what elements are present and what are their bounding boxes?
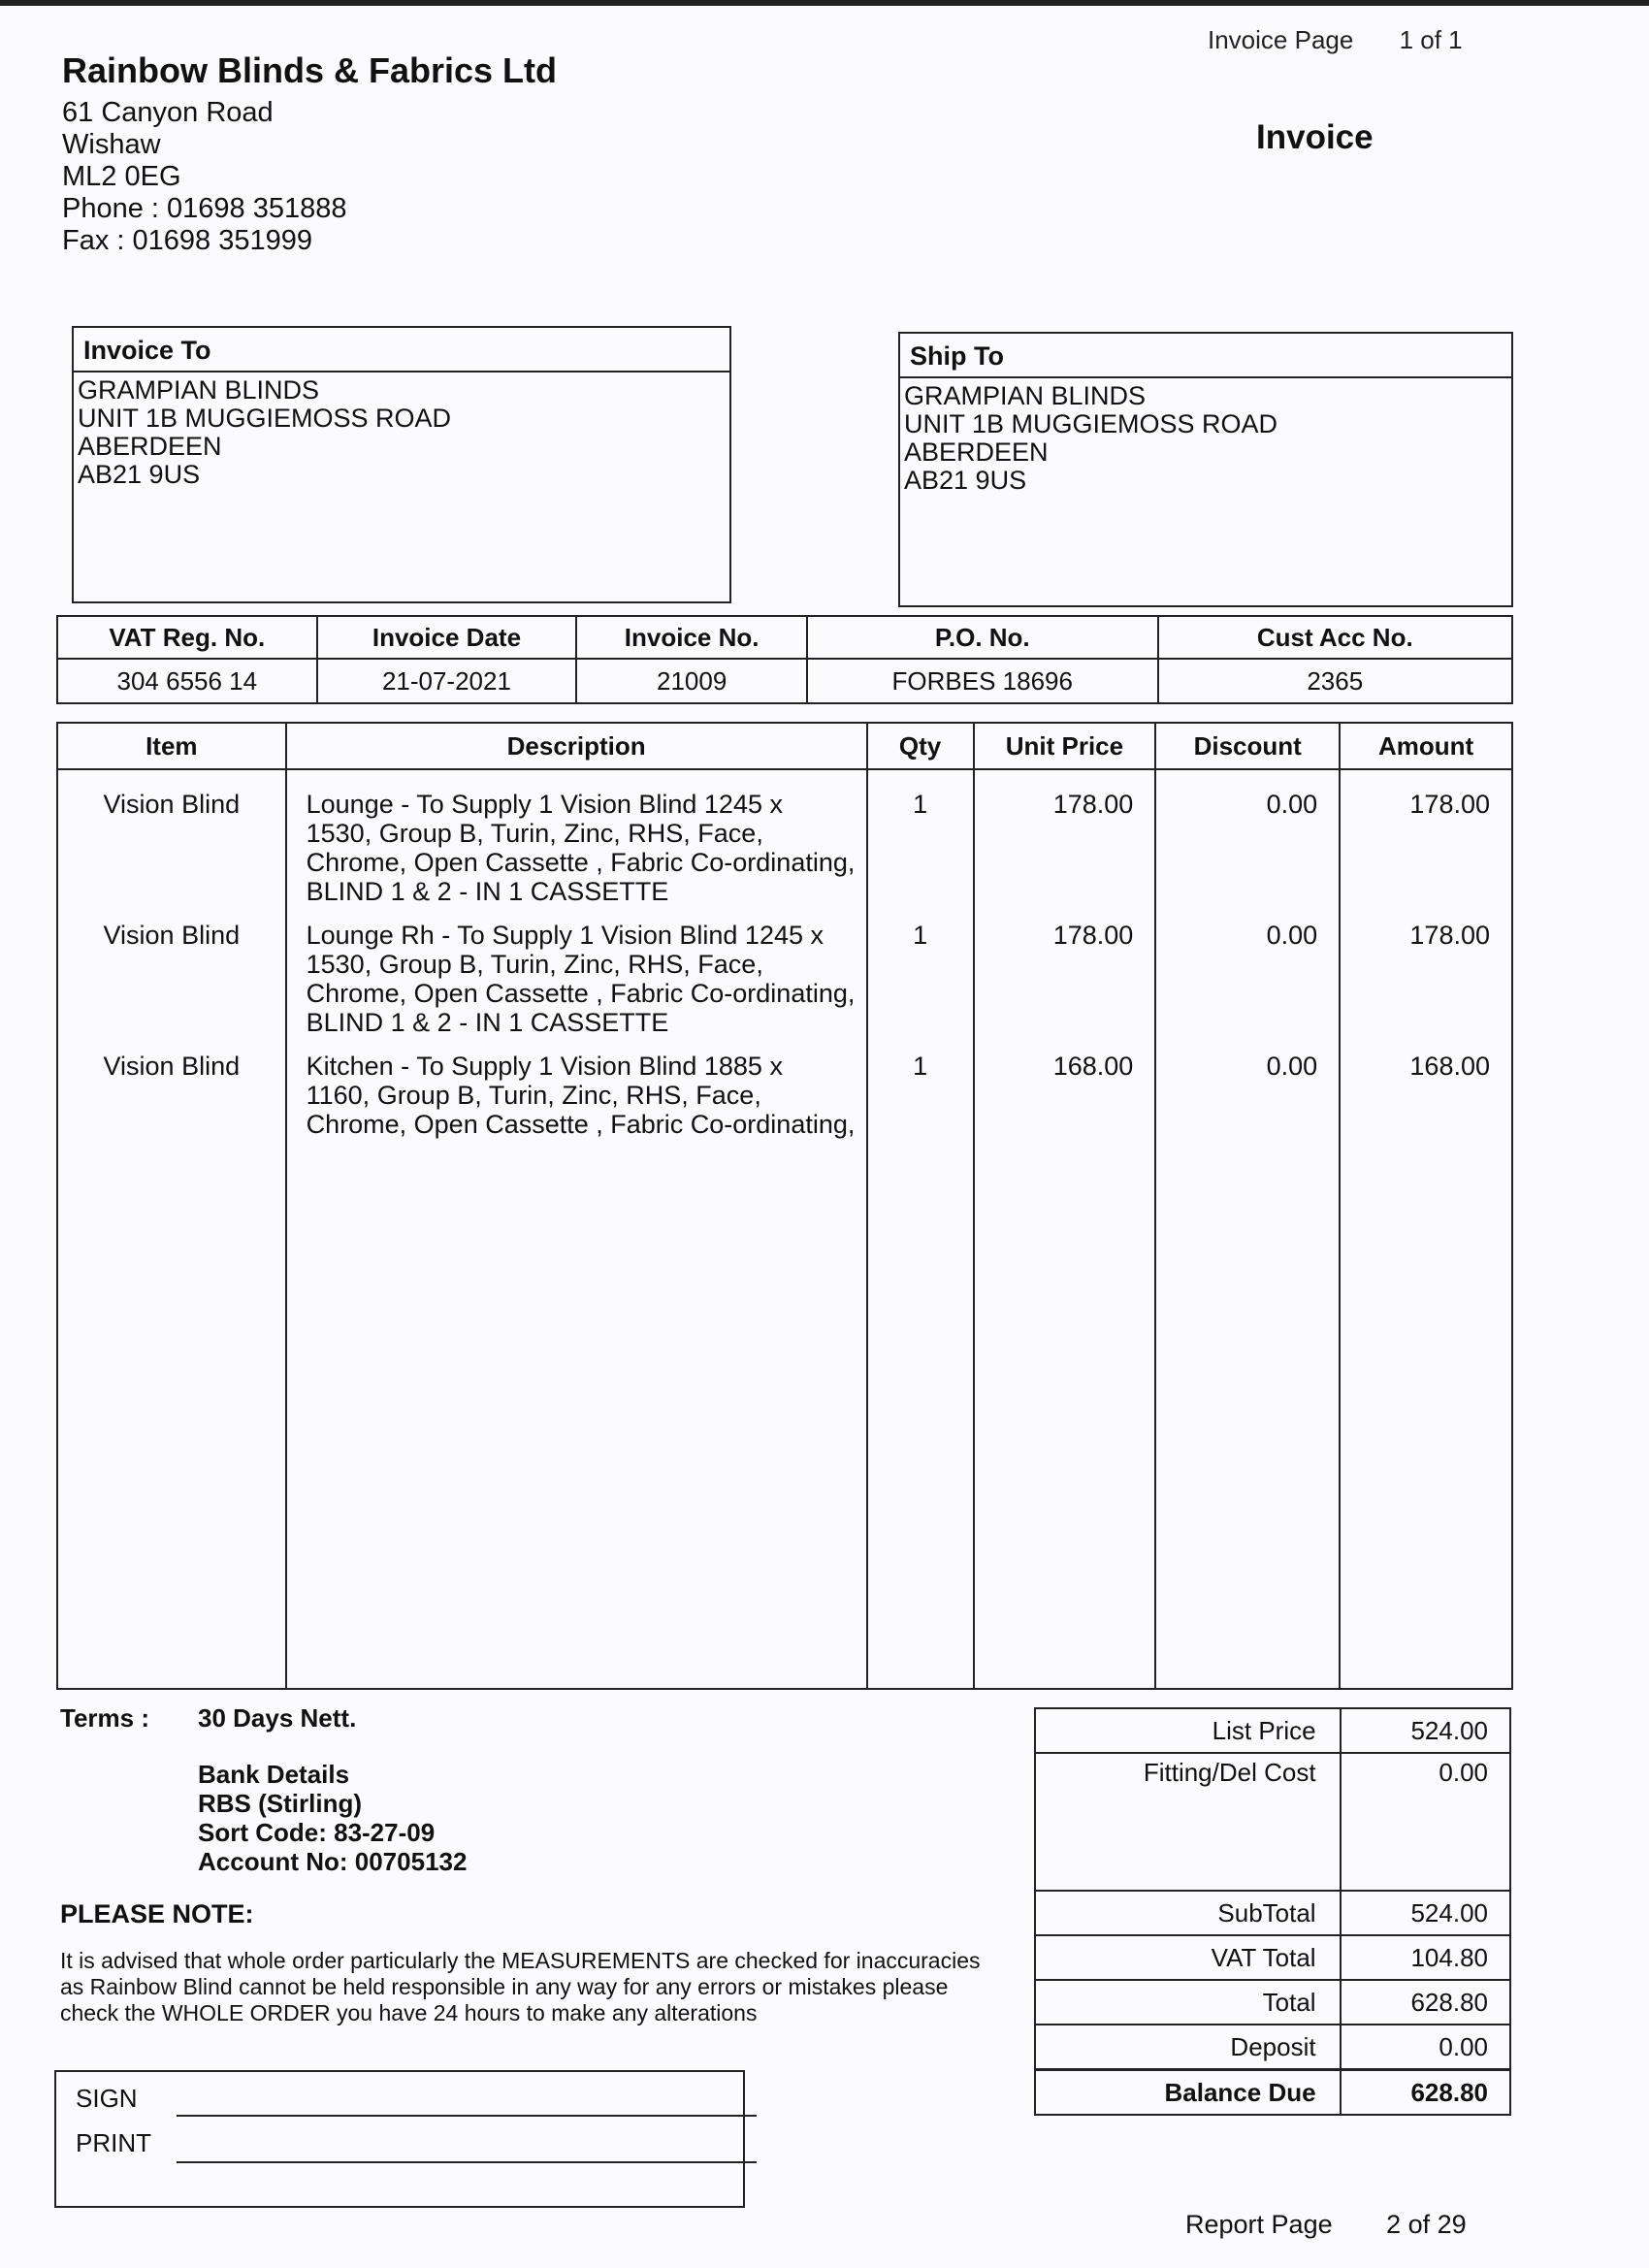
subtotal-row [1035,1891,1510,1935]
qty-cell: 1 [913,1052,928,1081]
invoice-page-label: Invoice Page [1208,25,1354,54]
unit-price-cell: 178.00 [1052,790,1134,819]
total-row [1035,1980,1510,2025]
company-fax: Fax : 01698 351999 [62,225,312,256]
discount-cell: 0.00 [1266,1052,1318,1081]
bank-details [198,1760,467,1876]
item-cell: Vision Blind [103,921,241,950]
unit-price-header: Unit Price [974,723,1156,769]
list-price-row [1035,1708,1510,1753]
print-label: PRINT [76,2128,151,2157]
ship-to-line: GRAMPIAN BLINDS [904,381,1147,410]
description-line: Kitchen - To Supply 1 Vision Blind 1885 x [306,1052,783,1081]
unit-price-column [974,769,1156,1689]
item-cell: Vision Blind [103,790,241,819]
terms-label: Terms : [60,1703,149,1733]
description-line: BLIND 1 & 2 - IN 1 CASSETTE [306,877,669,906]
invoice-date-header: Invoice Date [317,616,577,659]
line-items-table [56,722,1513,1690]
address-line: Wishaw [62,129,161,160]
description-line: Chrome, Open Cassette , Fabric Co-ordinating, [306,848,856,877]
signature-box [54,2070,745,2208]
address-line: ML2 0EG [62,161,181,192]
address-line: 61 Canyon Road [62,97,274,128]
qty-cell: 1 [913,790,928,819]
item-cell: Vision Blind [103,1052,241,1081]
description-line: BLIND 1 & 2 - IN 1 CASSETTE [306,1008,669,1037]
bank-line: Sort Code: 83-27-09 [198,1818,436,1847]
discount-header: Discount [1155,723,1340,769]
amount-header: Amount [1340,723,1512,769]
qty-header: Qty [867,723,974,769]
scan-edge [0,0,1649,6]
total-label: Total [1035,1980,1341,2025]
line-items-header-row [57,723,1512,769]
discount-column [1155,769,1340,1689]
fitting-label: Fitting/Del Cost [1035,1753,1341,1891]
vat-label: VAT Total [1035,1935,1341,1980]
totals-table [1034,1707,1511,2116]
vat-value: 104.80 [1341,1935,1510,1980]
line-items-body [57,769,1512,1689]
balance-row [1035,2070,1510,2116]
discount-cell: 0.00 [1266,790,1318,819]
invoice-to-line: UNIT 1B MUGGIEMOSS ROAD [78,404,452,433]
bank-line: Account No: 00705132 [198,1847,468,1876]
ship-to-line: AB21 9US [904,466,1027,495]
list-price-label: List Price [1035,1708,1341,1753]
subtotal-label: SubTotal [1035,1891,1341,1935]
note-text: It is advised that whole order particularly the MEASUREMENTS are checked for inaccuracies as Rainbow Blind cannot be held responsible in any way for any errors or mistakes please check the WHOLE ORDER you have 24 hours to make any alterations [60,1948,981,2025]
ship-to-box [898,332,1513,607]
qty-cell: 1 [913,921,928,950]
invoice-no-value: 21009 [576,659,807,703]
discount-cell: 0.00 [1266,921,1318,950]
invoice-to-line: ABERDEEN [78,432,222,461]
print-line [177,2161,757,2163]
amount-cell: 178.00 [1409,790,1490,819]
subtotal-value: 524.00 [1341,1891,1510,1935]
sign-label: SIGN [76,2084,138,2113]
invoice-no-header: Invoice No. [576,616,807,659]
invoice-to-line: AB21 9US [78,460,201,489]
po-no-value: FORBES 18696 [807,659,1158,703]
description-line: Chrome, Open Cassette , Fabric Co-ordinating, [306,979,856,1008]
sign-line [177,2115,757,2117]
ship-to-line: ABERDEEN [904,437,1049,467]
invoice-to-address [74,373,729,493]
balance-value: 628.80 [1341,2070,1510,2116]
list-price-value: 524.00 [1341,1708,1510,1753]
report-page-value: 2 of 29 [1386,2210,1467,2239]
invoice-page-value: 1 of 1 [1399,25,1463,54]
description-line: 1530, Group B, Turin, Zinc, RHS, Face, [306,950,763,979]
item-column [57,769,286,1689]
cust-acc-value: 2365 [1158,659,1512,703]
description-line: Lounge Rh - To Supply 1 Vision Blind 1245 x [306,921,824,950]
item-header: Item [57,723,286,769]
bank-line: Bank Details [198,1760,350,1789]
description-cell [287,1032,866,1163]
fitting-value: 0.00 [1341,1753,1510,1891]
note-heading: PLEASE NOTE: [60,1899,254,1928]
ship-to-address [900,378,1511,499]
report-page-indicator [1185,2210,1467,2240]
deposit-value: 0.00 [1341,2025,1510,2070]
meta-value-row [57,659,1512,703]
description-line: 1530, Group B, Turin, Zinc, RHS, Face, [306,819,763,848]
description-line: Chrome, Open Cassette , Fabric Co-ordinating, [306,1110,856,1139]
vat-reg-value: 304 6556 14 [57,659,317,703]
fitting-row [1035,1753,1510,1891]
balance-label: Balance Due [1035,2070,1341,2116]
description-header: Description [286,723,867,769]
cust-acc-header: Cust Acc No. [1158,616,1512,659]
document-title: Invoice [1256,118,1374,156]
company-phone: Phone : 01698 351888 [62,193,347,224]
company-address [62,97,347,257]
terms-value: 30 Days Nett. [198,1703,357,1733]
description-cell [287,770,866,906]
company-name: Rainbow Blinds & Fabrics Ltd [62,50,558,90]
invoice-meta-table [56,615,1513,704]
po-no-header: P.O. No. [807,616,1158,659]
amount-cell: 178.00 [1409,921,1490,950]
report-page-label: Report Page [1185,2210,1333,2239]
invoice-to-heading: Invoice To [74,328,729,373]
description-cell [287,901,866,1037]
vat-row [1035,1935,1510,1980]
invoice-to-line: GRAMPIAN BLINDS [78,375,320,405]
qty-column [867,769,974,1689]
deposit-label: Deposit [1035,2025,1341,2070]
vat-reg-header: VAT Reg. No. [57,616,317,659]
unit-price-cell: 168.00 [1052,1052,1134,1081]
ship-to-line: UNIT 1B MUGGIEMOSS ROAD [904,409,1278,438]
total-value: 628.80 [1341,1980,1510,2025]
unit-price-cell: 178.00 [1052,921,1134,950]
amount-cell: 168.00 [1409,1052,1490,1081]
description-line: Lounge - To Supply 1 Vision Blind 1245 x [306,790,783,819]
invoice-page-indicator [1208,25,1463,55]
description-line: 1160, Group B, Turin, Zinc, RHS, Face, [306,1081,761,1110]
invoice-date-value: 21-07-2021 [317,659,577,703]
meta-header-row [57,616,1512,659]
amount-column [1340,769,1512,1689]
invoice-to-box [72,326,731,603]
description-column [286,769,867,1689]
bank-line: RBS (Stirling) [198,1789,362,1818]
deposit-row [1035,2025,1510,2070]
ship-to-heading: Ship To [900,334,1511,378]
